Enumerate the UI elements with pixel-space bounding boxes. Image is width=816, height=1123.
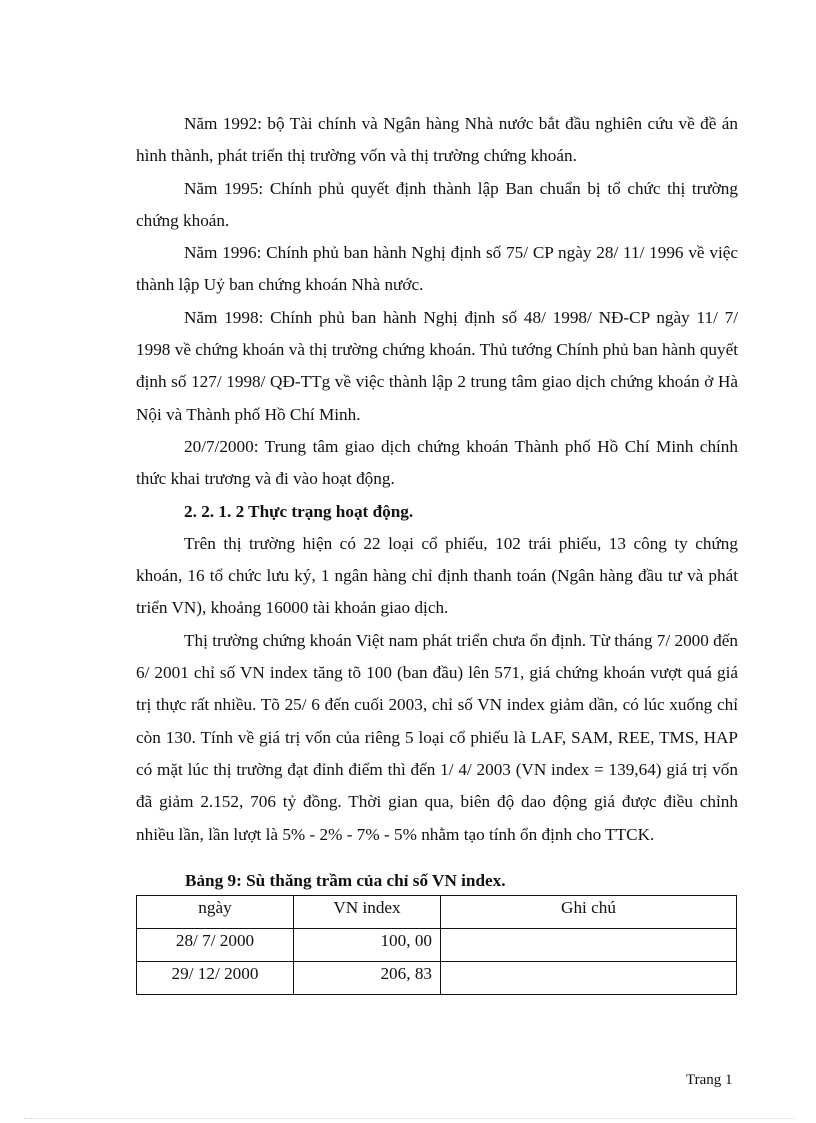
document-body	[136, 108, 738, 995]
paragraph-1995: Năm 1995: Chính phủ quyết định thành lập Ban chuẩn bị tổ chức thị trường chứng khoán.	[136, 178, 738, 230]
paragraph-market-instability: Thị trường chứng khoán Việt nam phát triển chưa ổn định. Từ tháng 7/ 2000 đến 6/ 2001 chỉ số VN index tăng tõ 100 (ban đầu) lên 571, giá chứng khoán vượt quá giá trị thực rất nhiều. Tõ 25/ 6 đến cuối 2003, chỉ số VN index giảm dần, có lúc xuống chỉ còn 130. Tính về giá trị vốn của riêng 5 loại cổ phiếu là LAF, SAM, REE, TMS, HAP có mặt lúc thị trường đạt đỉnh điểm thì đến 1/ 4/ 2003 (VN index = 139,64) giá trị vốn đã giảm 2.152, 706 tỷ đồng. Thời gian qua, biên độ dao động giá được điều chỉnh nhiều lần, lần lượt là 5% - 2% - 7% - 5% nhằm tạo tính ổn định cho TTCK.	[136, 630, 738, 844]
header-vn-index: VN index	[294, 895, 441, 928]
paragraph-1992: Năm 1992: bộ Tài chính và Ngân hàng Nhà nước bắt đầu nghiên cứu về đề án hình thành, phát triển thị trường vốn và thị trường chứng khoán.	[136, 114, 738, 166]
table-row	[137, 961, 737, 994]
cell-date: 29/ 12/ 2000	[137, 961, 294, 994]
table-row	[137, 928, 737, 961]
paragraph-market-overview: Trên thị trường hiện có 22 loại cổ phiếu, 102 trái phiếu, 13 công ty chứng khoán, 16 tổ chức lưu ký, 1 ngân hàng chỉ định thanh toán (Ngân hàng đầu tư và phát triển VN), khoảng 16000 tài khoản giao dịch.	[136, 533, 738, 618]
vn-index-table	[136, 895, 737, 995]
page-number: Trang 1	[686, 1072, 733, 1088]
cell-note	[441, 928, 737, 961]
cell-vn-index: 100, 00	[294, 928, 441, 961]
header-date: ngày	[137, 895, 294, 928]
cell-date: 28/ 7/ 2000	[137, 928, 294, 961]
cell-note	[441, 961, 737, 994]
section-heading: 2. 2. 1. 2 Thực trạng hoạt động.	[184, 501, 414, 521]
paragraph-1998: Năm 1998: Chính phủ ban hành Nghị định số 48/ 1998/ NĐ-CP ngày 11/ 7/ 1998 về chứng khoán và thị trường chứng khoán. Thủ tướng Chính phủ ban hành quyết định số 127/ 1998/ QĐ-TTg về việc thành lập 2 trung tâm giao dịch chứng khoán ở Hà Nội và Thành phố Hồ Chí Minh.	[136, 307, 738, 424]
paragraph-2000: 20/7/2000: Trung tâm giao dịch chứng khoán Thành phố Hồ Chí Minh chính thức khai trương và đi vào hoạt động.	[136, 436, 738, 489]
cell-vn-index: 206, 83	[294, 961, 441, 994]
table-header-row	[137, 895, 737, 928]
header-note: Ghi chú	[441, 895, 737, 928]
paragraph-1996: Năm 1996: Chính phủ ban hành Nghị định số 75/ CP ngày 28/ 11/ 1996 về việc thành lập Uỷ ban chứng khoán Nhà nước.	[136, 243, 738, 295]
page-bottom-divider	[24, 1118, 794, 1119]
table-caption: Bảng 9: Sù thăng trầm của chỉ số VN index.	[185, 870, 506, 890]
